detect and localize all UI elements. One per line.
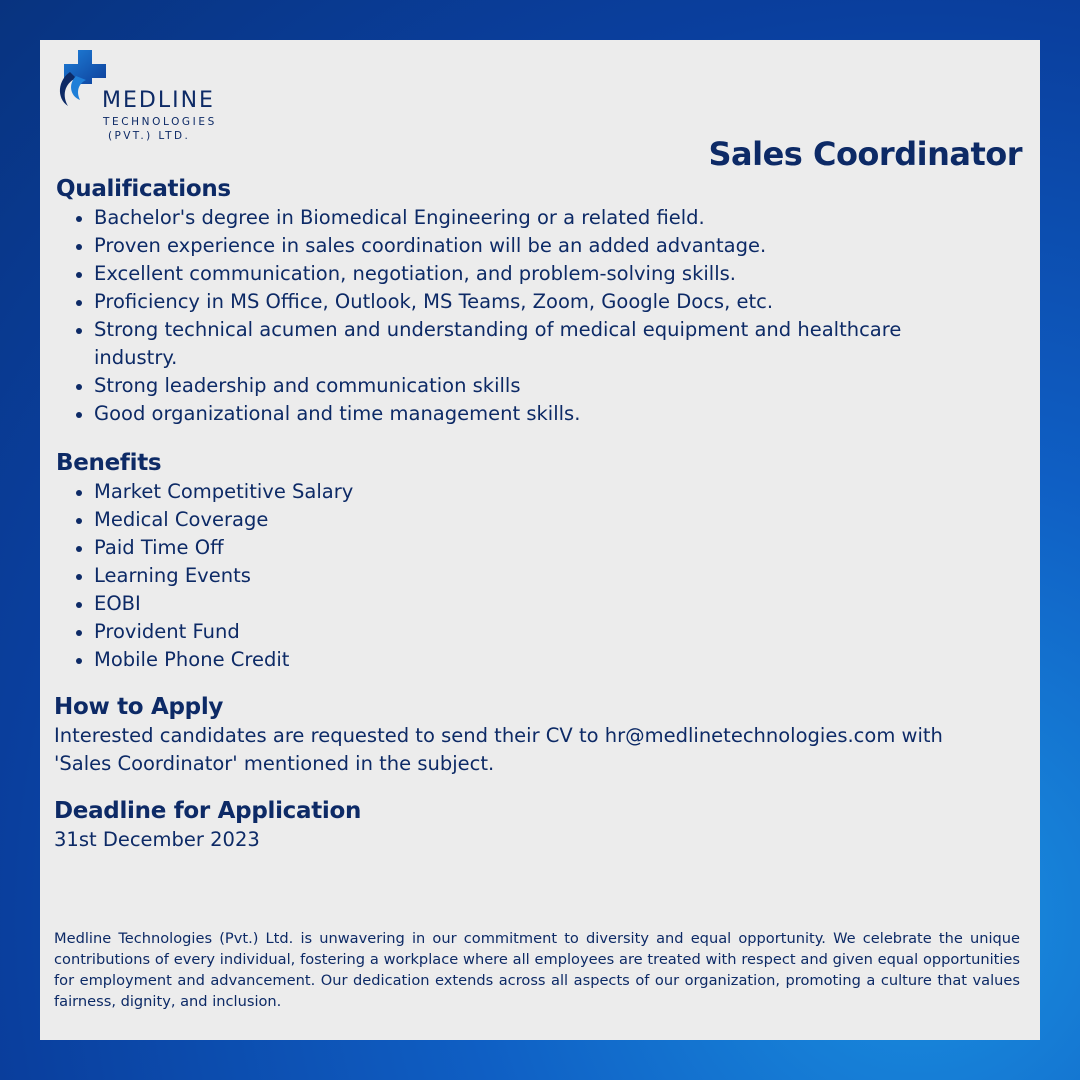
list-item: Learning Events xyxy=(94,562,1016,590)
qualifications-list xyxy=(56,204,934,428)
logo-company-type: (PVT.) LTD. xyxy=(108,130,191,142)
list-item: Medical Coverage xyxy=(94,506,1016,534)
list-item: Bachelor's degree in Biomedical Engineering or a related field. xyxy=(94,204,934,232)
job-title: Sales Coordinator xyxy=(708,135,1022,173)
list-item: Provident Fund xyxy=(94,618,1016,646)
logo-name: MEDLINE xyxy=(102,88,215,113)
job-post-card xyxy=(40,40,1040,1040)
deadline-date: 31st December 2023 xyxy=(54,828,260,851)
benefits-section xyxy=(56,448,1016,674)
deadline-heading: Deadline for Application xyxy=(54,798,362,824)
list-item: Mobile Phone Credit xyxy=(94,646,1016,674)
list-item: Excellent communication, negotiation, and problem-solving skills. xyxy=(94,260,934,288)
qualifications-heading: Qualifications xyxy=(56,176,231,202)
list-item: Market Competitive Salary xyxy=(94,478,1016,506)
list-item: Paid Time Off xyxy=(94,534,1016,562)
benefits-list xyxy=(56,478,1016,674)
list-item: Proficiency in MS Office, Outlook, MS Teams, Zoom, Google Docs, etc. xyxy=(94,288,934,316)
list-item: Good organizational and time management skills. xyxy=(94,400,934,428)
how-to-apply-heading: How to Apply xyxy=(54,694,224,720)
company-logo xyxy=(56,50,276,142)
list-item: EOBI xyxy=(94,590,1016,618)
list-item: Strong technical acumen and understanding of medical equipment and healthcare industry. xyxy=(94,316,934,372)
logo-subtitle: TECHNOLOGIES xyxy=(103,116,217,128)
how-to-apply-text: Interested candidates are requested to send their CV to hr@medlinetechnologies.com with 'Sales Coordinator' mentioned in the subject. xyxy=(54,724,943,775)
list-item: Strong leadership and communication skills xyxy=(94,372,934,400)
qualifications-section xyxy=(56,174,1016,428)
how-to-apply-section xyxy=(54,692,974,778)
equal-opportunity-statement: Medline Technologies (Pvt.) Ltd. is unwavering in our commitment to diversity and equal opportunity. We celebrate the unique contributions of every individual, fostering a workplace where all employees are treated with respect and given equal opportunities for employment and advancement. Our dedication extends across all aspects of our organization, promoting a culture that values fairness, dignity, and inclusion. xyxy=(54,930,1020,1010)
benefits-heading: Benefits xyxy=(56,450,162,476)
deadline-section xyxy=(54,796,1014,854)
list-item: Proven experience in sales coordination will be an added advantage. xyxy=(94,232,934,260)
